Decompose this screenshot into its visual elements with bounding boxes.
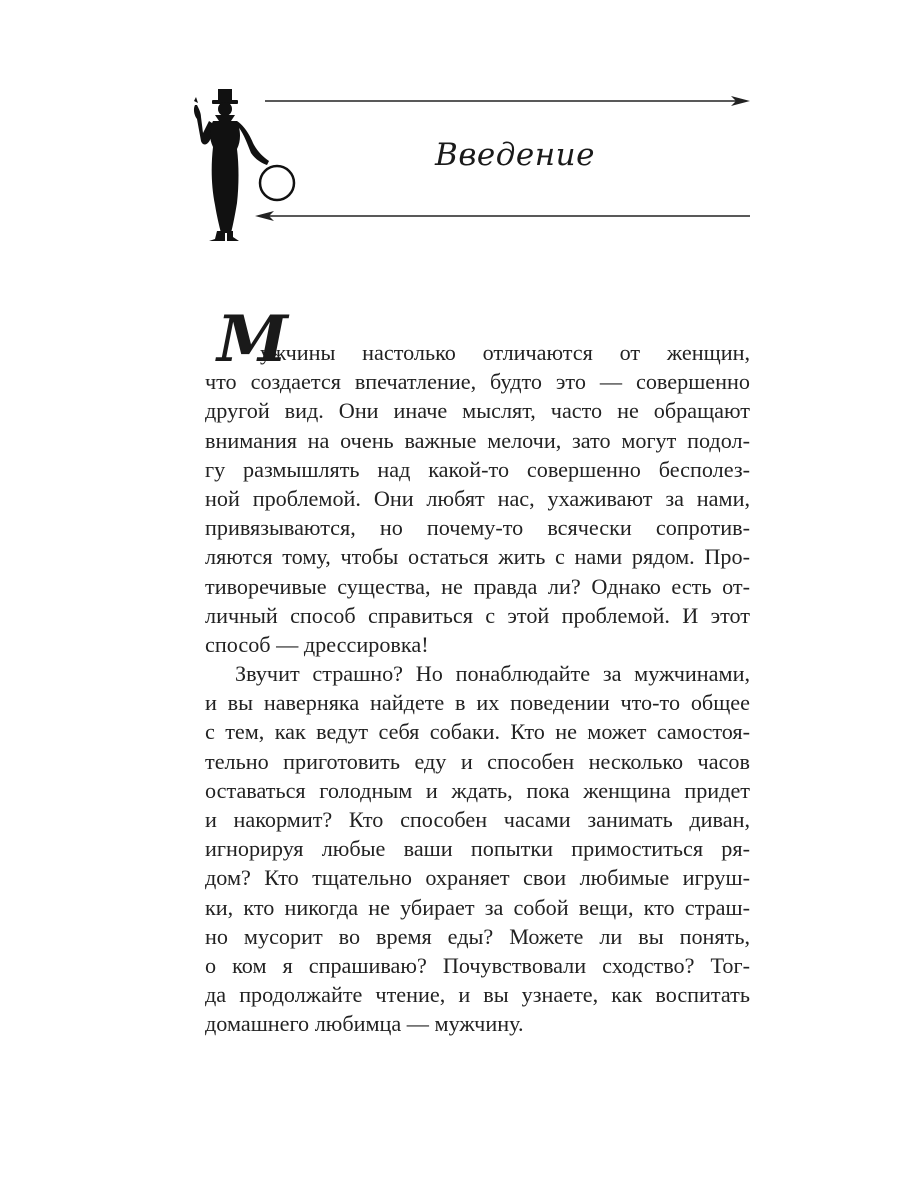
text-line: тиворечивые существа, не правда ли? Однако есть от- (205, 573, 750, 599)
text-line (205, 302, 750, 377)
text-line: с тем, как ведут себя собаки. Кто не может самостоя- (205, 719, 750, 745)
arrow-left-icon (255, 210, 750, 222)
text-line: личный способ справиться с этой проблемой. И этот (205, 602, 750, 628)
text-line: ляются тому, чтобы остаться жить с нами рядом. Про- (205, 544, 750, 570)
arrow-right-icon (265, 95, 750, 107)
text-line: гу размышлять над какой-то совершенно бесполез- (205, 456, 750, 482)
text-line: и накормит? Кто способен часами занимать диван, (205, 807, 750, 832)
text-line: ной проблемой. Они любят нас, ухаживают за нами, (205, 485, 750, 511)
text-line: что создается впечатление, будто это — совершенно (205, 369, 750, 395)
text-line: домашнего любимца — мужчину. (205, 1011, 524, 1037)
line-text: ужчины настолько отличаются от женщин, (260, 340, 750, 365)
text-line: и вы наверняка найдете в их поведении что-то общее (205, 690, 750, 716)
text-line: да продолжайте чтение, и вы узнаете, как воспитать (205, 982, 750, 1008)
text-line: тельно приготовить еду и способен несколько часов (205, 748, 750, 774)
chapter-title: Введение (435, 137, 595, 173)
chapter-header (185, 85, 755, 245)
text-line: оставаться голодным и ждать, пока женщина придет (205, 777, 750, 803)
paragraph-2 (205, 659, 750, 1038)
text-line: игнорируя любые ваши попытки примоститься ря- (205, 836, 750, 862)
text-line: привязываются, но почему-то всячески сопротив- (205, 515, 750, 541)
drop-cap: М (217, 302, 288, 377)
paragraph-1 (205, 302, 750, 659)
text-line: Звучит страшно? Но понаблюдайте за мужчинами, (235, 661, 750, 687)
text-line: другой вид. Они иначе мыслят, часто не обращают (205, 398, 750, 424)
text-line: но мусорит во время еды? Можете ли вы понять, (205, 923, 750, 949)
text-line: ки, кто никогда не убирает за собой вещи, кто страш- (205, 894, 750, 920)
chapter-body (205, 302, 750, 1039)
text-line: о ком я спрашиваю? Почувствовали сходство? Тог- (205, 952, 750, 978)
text-line: способ — дрессировка! (205, 631, 429, 657)
text-line: внимания на очень важные мелочи, зато могут подол- (205, 427, 750, 453)
text-line: дом? Кто тщательно охраняет свои любимые игруш- (205, 865, 750, 891)
